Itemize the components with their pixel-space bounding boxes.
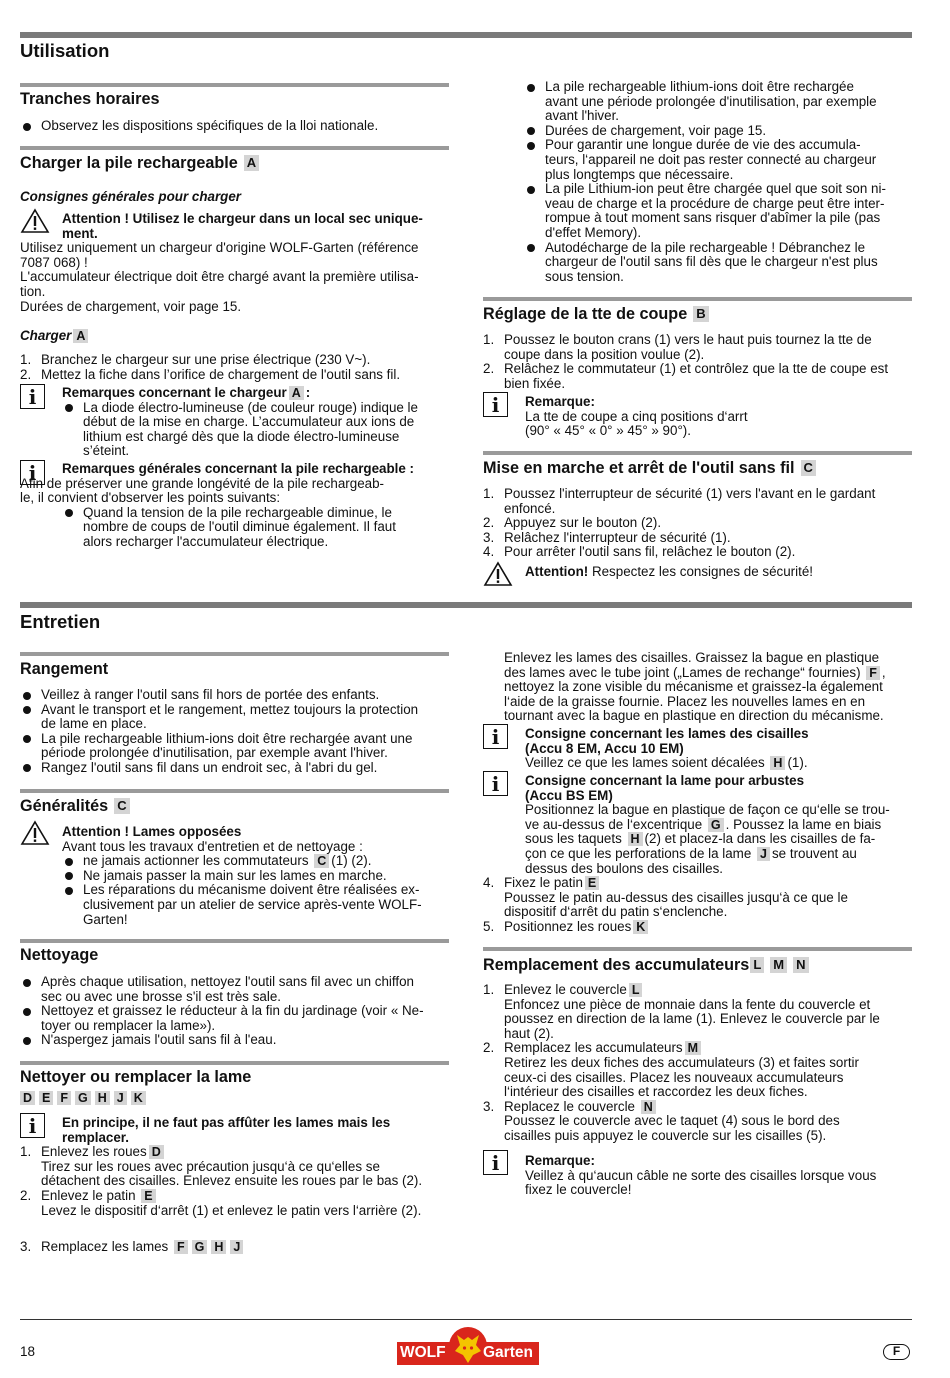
list-item: 3. Relâchez l'interrupteur de sécurité (1). (483, 529, 731, 545)
list-item: Observez les dispositions spécifiques de la lloi nationale. (20, 119, 450, 134)
list-item: Quand la tension de la pile rechargeable diminue, le nombre de coups de l'outil diminue également. Il faut alors recharger l'accumulateur électrique. (62, 506, 450, 550)
figure-badge: K (131, 1091, 146, 1105)
figure-badge: L (750, 957, 764, 973)
heading-charger: Charger la pile rechargeable A (20, 155, 259, 171)
nettoyer-lame-step3 (20, 1240, 450, 1255)
heading-rangement: Rangement (20, 660, 109, 678)
list-item: 2. Mettez la fiche dans l’orifice de chargement de l'outil sans fil. (20, 366, 401, 382)
reglage-steps (483, 333, 913, 391)
figure-badge: A (244, 155, 259, 171)
figure-badge: H (211, 1240, 226, 1254)
figure-badge: H (770, 756, 785, 770)
lames-paragraph: Enlevez les lames des cisailles. Graissez la bague en plastique des lames avec le tube joint („Lames de rechange“ fournies) F , nettoyez la zone visible du mécanisme et graissez-la également l‘aide de la graisse fournie. Placez les nouvelles lames en en tournant avec la bague en plastique en direction du mécanisme. (504, 650, 886, 724)
figure-badge: F (174, 1240, 188, 1254)
list-item: Durées de chargement, voir page 15. (524, 124, 914, 139)
list-item: 2. Remplacez les accumulateurs M Retirez les deux fiches des accumulateurs (3) et faites sortir ceux-ci des cisailles. Placez les nouveaux accumulateurs l‘intérieur des cisailles et raccordez les deux fiches. (483, 1040, 859, 1100)
consigne-lames-cisailles: Consigne concernant les lames des cisailles (Accu 8 EM, Accu 10 EM) Veillez ce que les lames soient décalées H (1). (525, 726, 809, 771)
rem-generales: Remarques générales concernant la pile rechargeable : Afin de préserver une grande longévité de la pile rechargeab- le, il convient d'observer les points suivants: Quand la tension de la pile rechargeable diminue, le nombre de coups de l'outil diminue également. Il faut alors recharger l'accumulateur électrique. (20, 462, 450, 550)
figure-badge: G (708, 818, 724, 832)
figure-badge: E (585, 876, 599, 890)
figure-badge: N (641, 1100, 656, 1114)
list-item: Rangez l'outil sans fil dans un endroit sec, à l'abri du gel. (20, 761, 450, 776)
list-item: 2. Enlevez le patin E Levez le dispositif d‘arrêt (1) et enlevez le patin vers l‘arrière (2). (20, 1187, 422, 1218)
heading-accus: Remplacement des accumulateurs L M N (483, 957, 809, 973)
section-title-utilisation: Utilisation (20, 40, 110, 61)
rule-reglage (483, 297, 912, 301)
consignes-title: Consignes générales pour charger (20, 189, 242, 204)
list-item: 3. Replacez le couvercle N Poussez le couvercle avec le taquet (4) sous le bord des cisailles puis appuyez le couvercle sur les cisailles (5). (483, 1098, 840, 1143)
heading-nettoyage: Nettoyage (20, 946, 99, 964)
figure-badge: A (73, 329, 88, 343)
list-item: La pile rechargeable lithium-ions doit être rechargée avant une période prolongée d'inutilisation, par exemple avant l'hiver. (20, 732, 450, 761)
figure-badge: E (141, 1189, 155, 1203)
logo-text-wolf: WOLF (400, 1344, 446, 1361)
list-item: 4. Pour arrêter l'outil sans fil, relâchez le bouton (2). (483, 544, 796, 560)
list-item: Pour garantir une longue durée de vie des accumula- teurs, l‘appareil ne doit pas rester connecté au chargeur plus longtemps que nécessaire. (524, 138, 914, 182)
accus-steps (483, 983, 915, 1144)
figure-badge: C (114, 798, 129, 814)
list-item: 2. Appuyez sur le bouton (2). (483, 515, 662, 531)
charger-bullets-right (524, 80, 914, 284)
accus-remarque: Remarque: Veillez à qu‘aucun câble ne sorte des cisailles lorsque vous fixez le couvercle! (525, 1153, 877, 1198)
list-item: 3. Remplacez les lames F G H J (20, 1240, 450, 1255)
list-item: Les réparations du mécanisme doivent être réalisées ex- clusivement par un atelier de service après-vente WOLF- Garten! (62, 883, 450, 927)
list-item: N'aspergez jamais l'outil sans fil à l'eau. (20, 1033, 450, 1048)
list-item: Après chaque utilisation, nettoyez l'outil sans fil avec un chiffon sec ou avec une brosse s'il est très sale. (20, 975, 450, 1004)
heading-nettoyer-lame: Nettoyer ou remplacer la lame (20, 1068, 252, 1086)
lame-steps (483, 876, 915, 934)
figure-badge: G (192, 1240, 208, 1254)
nettoyage-list (20, 975, 450, 1048)
figure-badge: A (289, 386, 304, 400)
figure-badge: M (770, 957, 787, 973)
list-item: La pile Lithium-ion peut être chargée quel que soit son ni- veau de charge et la procédure de charge peut être inter- rompue à tout moment sans risquer d'abîmer la pile (pas d'effet Memory). (524, 182, 914, 240)
figure-badge: K (633, 920, 648, 934)
language-badge: F (883, 1344, 910, 1360)
figure-badges-row (18, 1091, 448, 1106)
list-item: Avant le transport et le rangement, mettez toujours la protection de lame en place. (20, 703, 450, 732)
list-item: ne jamais actionner les commutateurs C (1) (2). (62, 854, 450, 869)
generalites-attention: Attention ! Lames opposées Avant tous les travaux d'entretien et de nettoyage : ne jamais actionner les commutateurs C (1) (2). Ne jamais passer la main sur les lames en marche. Les réparations du mécanisme doivent être réalisées ex- clusivement par un atelier de service après-vente WOLF- Garten! (20, 825, 450, 927)
figure-badge: J (114, 1091, 127, 1105)
rule-nettoyage (20, 939, 449, 943)
section-bar-utilisation (20, 32, 912, 38)
heading-marche: Mise en marche et arrêt de l'outil sans fil C (483, 460, 816, 476)
footer-rule (20, 1319, 912, 1320)
figure-badge: C (314, 854, 329, 868)
list-item: 5. Positionnez les roues K (483, 920, 915, 935)
figure-badge: H (95, 1091, 110, 1105)
section-title-entretien: Entretien (20, 611, 101, 632)
figure-badge: F (57, 1091, 71, 1105)
rule-nettoyer-lame (20, 1061, 449, 1065)
list-item: 4. Fixez le patin E Poussez le patin au-dessus des cisailles jusqu‘à ce que le dispositif d‘arrêt du patin s‘enclenche. (483, 875, 848, 920)
rule-rangement (20, 652, 449, 656)
heading-generalites: Généralités C (20, 798, 130, 814)
rule-generalites (20, 789, 449, 793)
figure-badge: G (75, 1091, 91, 1105)
list-item: Autodécharge de la pile rechargeable ! Débranchez le chargeur de l'outil sans fil dès que le chargeur n'est plus sous tension. (524, 241, 914, 285)
figure-badge: D (20, 1091, 35, 1105)
list-item: Ne jamais passer la main sur les lames en marche. (62, 869, 450, 884)
figure-badge: F (866, 666, 880, 680)
list-item: 1. Enlevez les roues D Tirez sur les roues avec précaution jusqu‘à ce qu‘elles se détachent des cisailles. Enlevez ensuite les roues par le bas (2). (20, 1144, 423, 1189)
rule-marche (483, 451, 912, 455)
figure-badge: E (39, 1091, 53, 1105)
rule-tranches (20, 83, 449, 87)
figure-badge: C (801, 460, 816, 476)
figure-badge: L (629, 983, 643, 997)
reglage-remarque: Remarque: La tte de coupe a cinq positions d‘arrt (90° « 45° « 0° » 45° » 90°). (525, 394, 748, 439)
figure-badge: H (628, 832, 643, 846)
list-item: 1. Poussez le bouton crans (1) vers le haut puis tournez la tte de coupe dans la position voulue (2). (483, 332, 872, 362)
heading-tranches: Tranches horaires (20, 90, 160, 108)
list-item: La pile rechargeable lithium-ions doit être rechargée avant une période prolongée d'inutilisation, par exemple avant l'hiver. (524, 80, 914, 124)
list-item: Veillez à ranger l'outil sans fil hors de portée des enfants. (20, 688, 450, 703)
heading-reglage: Réglage de la tte de coupe B (483, 306, 709, 322)
figure-badge: J (230, 1240, 243, 1254)
figure-badge: M (685, 1041, 701, 1055)
figure-badge: D (149, 1145, 164, 1159)
list-item: 1. Enlevez le couvercle L Enfoncez une pièce de monnaie dans la fente du couvercle et poussez en direction de la lame (1). Enlevez le couvercle par le haut (2). (483, 982, 880, 1041)
charger-steps (20, 353, 450, 382)
figure-badge: B (693, 306, 708, 322)
charger-attention: Attention ! Utilisez le chargeur dans un local sec unique- ment. Utilisez uniquement un chargeur d'origine WOLF-Garten (référence 7087 068) ! L'accumulateur électrique doit être chargé avant la première utilisa- tion. Durées de chargement, voir page 15. (20, 211, 423, 314)
list-item: Nettoyez et graissez le réducteur à la fin du jardinage (voir « Ne- toyer ou remplacer la lame»). (20, 1004, 450, 1033)
list-item: La diode électro-lumineuse (de couleur rouge) indique le début de la mise en charge. L’accumulateur aux ions de lithium est chargé dès que la diode électro-lumineuse s’éteint. (62, 401, 450, 459)
rem-chargeur: Remarques concernant le chargeur A : La diode électro-lumineuse (de couleur rouge) indique le début de la mise en charge. L’accumulateur aux ions de lithium est chargé dès que la diode électro-lumineuse s’éteint. (20, 386, 450, 459)
list-item: 1. Poussez l'interrupteur de sécurité (1) vers l'avant en le gardant enfoncé. (483, 486, 876, 516)
sub-heading-charger: Charger A (20, 329, 450, 344)
section-bar-entretien (20, 602, 912, 608)
rule-charger (20, 146, 449, 150)
list-item: 1. Branchez le chargeur sur une prise électrique (230 V~). (20, 352, 371, 367)
rangement-list (20, 688, 450, 776)
rule-accus (483, 947, 912, 951)
nettoyer-lame-content: En principe, il ne faut pas affûter les lames mais les remplacer. 1. Enlevez les roues D Tirez sur les roues avec précaution jusqu‘à ce qu‘elles se détachent des cisailles. Enlevez ensuite les roues par le bas (2). 2. Enlevez le patin E Levez le dispositif d‘arrêt (1) et enlevez le patin vers l‘arrière (2). (20, 1116, 450, 1218)
figure-badge: J (757, 847, 770, 861)
consigne-lame-arbustes: Consigne concernant la lame pour arbustes (Accu BS EM) Positionnez la bague en plastique de façon ce qu‘elle se trou- ve au-dessus de l‘excentrique G . Poussez la lame en biais sous les taquets H (2) et placez-la dans les cisailles de fa- çon ce que les perforations de la lame J se trouvent au dessus des boulons des cisailles. (525, 773, 890, 876)
list-item: 2. Relâchez le commutateur (1) et contrôlez que la tte de coupe est bien fixée. (483, 361, 889, 391)
marche-steps (483, 487, 913, 560)
logo-text-garten: Garten (483, 1344, 533, 1361)
figure-badge: N (793, 957, 808, 973)
wolf-garten-logo (397, 1325, 539, 1369)
marche-attention: Attention! Respectez les consignes de sécurité! (525, 564, 814, 579)
tranches-list (20, 119, 450, 134)
page-number: 18 (20, 1344, 36, 1359)
